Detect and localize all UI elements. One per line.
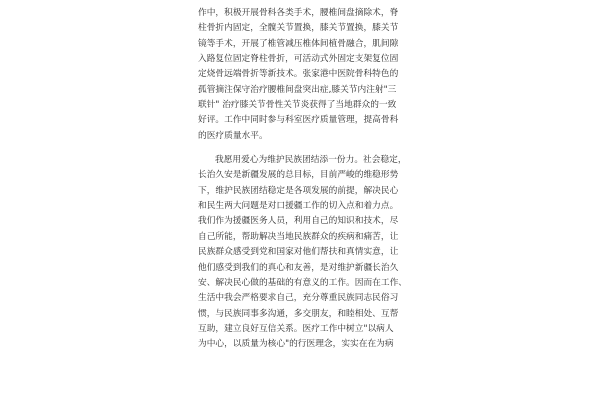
text-line: 他们感受到我们的真心和友善，是对维护新疆长治久 (198, 262, 399, 273)
text-line: 我们作为援疆医务人员，利用自己的知识和技术，尽 (198, 216, 399, 227)
text-line: 孤管摘注保守治疗腰椎间盘突出症,膝关节内注射"三 (198, 84, 397, 95)
body-text (198, 6, 411, 353)
text-line: 生活中我会严格要求自己，充分尊重民族同志民俗习 (198, 293, 399, 304)
text-line: 安、解决民心做的基础的有意义的工作。因而在工作、 (198, 277, 407, 288)
text-line: 镜等手术，开展了椎管减压椎体间植骨融合，肌间隙 (198, 38, 399, 49)
text-line: 自己所能，帮助解决当地民族群众的疾病和痛苦，让 (198, 231, 399, 242)
text-line: 惯，与民族同事多沟通，多交朋友，和睦相处、互帮 (198, 308, 399, 319)
paragraph-1 (198, 6, 411, 144)
text-line: 的医疗质量水平。 (198, 130, 268, 141)
text-line: 互助，建立良好互信关系。医疗工作中树立"以病人 (198, 323, 394, 334)
text-line: 入路复位固定脊柱骨折，可活动式外固定支架复位固 (198, 54, 399, 65)
text-line: 和民生两大问题是对口援疆工作的切入点和着力点。 (198, 201, 399, 212)
text-line: 好评。工作中同时参与科室医疗质量管理，提高骨科 (198, 115, 399, 126)
text-line: 定烧骨远端骨折等新技术。张家港中医院骨科特色的 (198, 69, 399, 80)
text-line: 为中心，以质量为核心"的行医理念，实实在在为病 (198, 339, 394, 350)
text-line: 我愿用爱心为维护民族团结添一份力。社会稳定， (215, 155, 407, 166)
text-line: 柱骨折内固定，全髋关节置换，膝关节置换，膝关节 (198, 23, 399, 34)
text-line: 联针" 治疗膝关节骨性关节炎获得了当地群众的一致 (198, 100, 397, 111)
text-line: 民族群众感受到党和国家对他们帮扶和真情实意，让 (198, 247, 399, 258)
text-line: 下，维护民族团结稳定是各项发展的前提，解决民心 (198, 185, 399, 196)
text-line: 作中，积极开展骨科各类手术，腰椎间盘摘除术，脊 (198, 8, 399, 18)
text-line: 长治久安是新疆发展的总目标，目前严峻的维稳形势 (198, 170, 399, 181)
paragraph-2 (198, 153, 411, 352)
paragraph-gap (198, 144, 411, 153)
